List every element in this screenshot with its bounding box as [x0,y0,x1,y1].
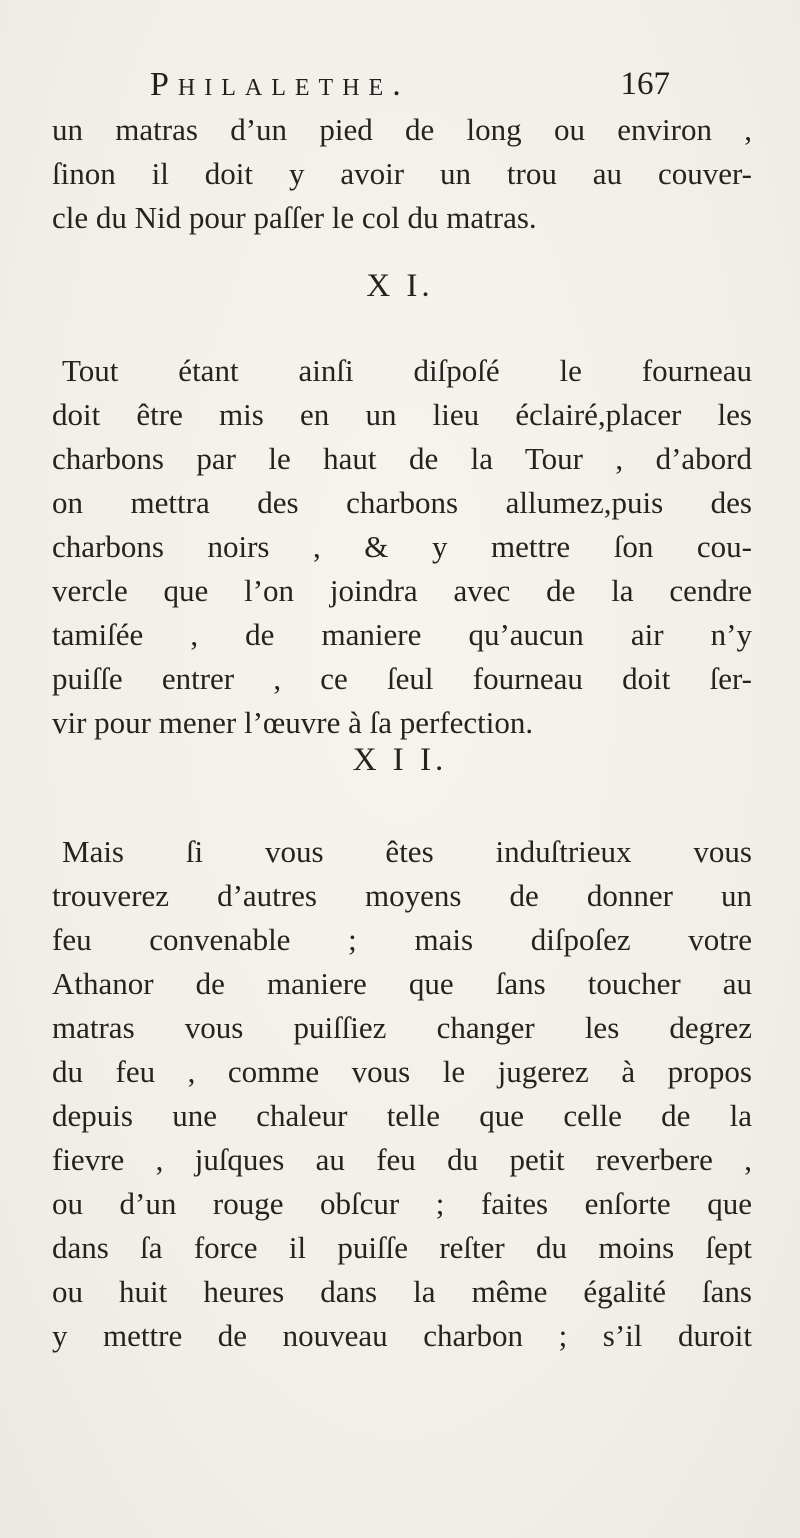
text-line: du feu , comme vous le jugerez à propos [52,1054,752,1089]
text-line: fievre , juſques au feu du petit reverbere , [52,1142,752,1177]
text-line: matras vous puiſſiez changer les degrez [52,1010,752,1045]
text-line: trouverez d’autres moyens de donner un [52,878,752,913]
text-line: y mettre de nouveau charbon ; s’il duroit [52,1318,752,1353]
page-header [150,66,670,106]
text-line: Tout étant ainſi diſpoſé le fourneau [62,353,752,388]
text-line: dans ſa force il puiſſe reſter du moins ſept [52,1230,752,1265]
text-line: un matras d’un pied de long ou environ , [52,112,752,147]
section-12-paragraph [52,830,752,1358]
page-number: 167 [620,66,670,102]
text-line: ou huit heures dans la même égalité ſans [52,1274,752,1309]
text-line: puiſſe entrer , ce ſeul fourneau doit ſer- [52,661,752,696]
text-line: tamiſée , de maniere qu’aucun air n’y [52,617,752,652]
text-line: cle du Nid pour paſſer le col du matras. [52,200,537,235]
text-line: ſinon il doit y avoir un trou au couver- [52,156,752,191]
paragraph-continuation [52,108,752,240]
text-line: charbons par le haut de la Tour , d’abord [52,441,752,476]
text-line: charbons noirs , & y mettre ſon cou- [52,529,752,564]
text-line: feu convenable ; mais diſpoſez votre [52,922,752,957]
text-line: depuis une chaleur telle que celle de la [52,1098,752,1133]
text-line: Mais ſi vous êtes induſtrieux vous [62,834,752,869]
text-line: doit être mis en un lieu éclairé,placer les [52,397,752,432]
section-heading-12: X I I. [352,742,448,778]
text-line: vercle que l’on joindra avec de la cendre [52,573,752,608]
section-heading-11: X I. [366,268,434,304]
text-line: vir pour mener l’œuvre à ſa perfection. [52,705,534,740]
text-line: on mettra des charbons allumez,puis des [52,485,752,520]
section-11-paragraph [52,349,752,745]
text-line: ou d’un rouge obſcur ; faites enſorte que [52,1186,752,1221]
running-title: Philalethe. [150,66,410,103]
text-line: Athanor de maniere que ſans toucher au [52,966,752,1001]
